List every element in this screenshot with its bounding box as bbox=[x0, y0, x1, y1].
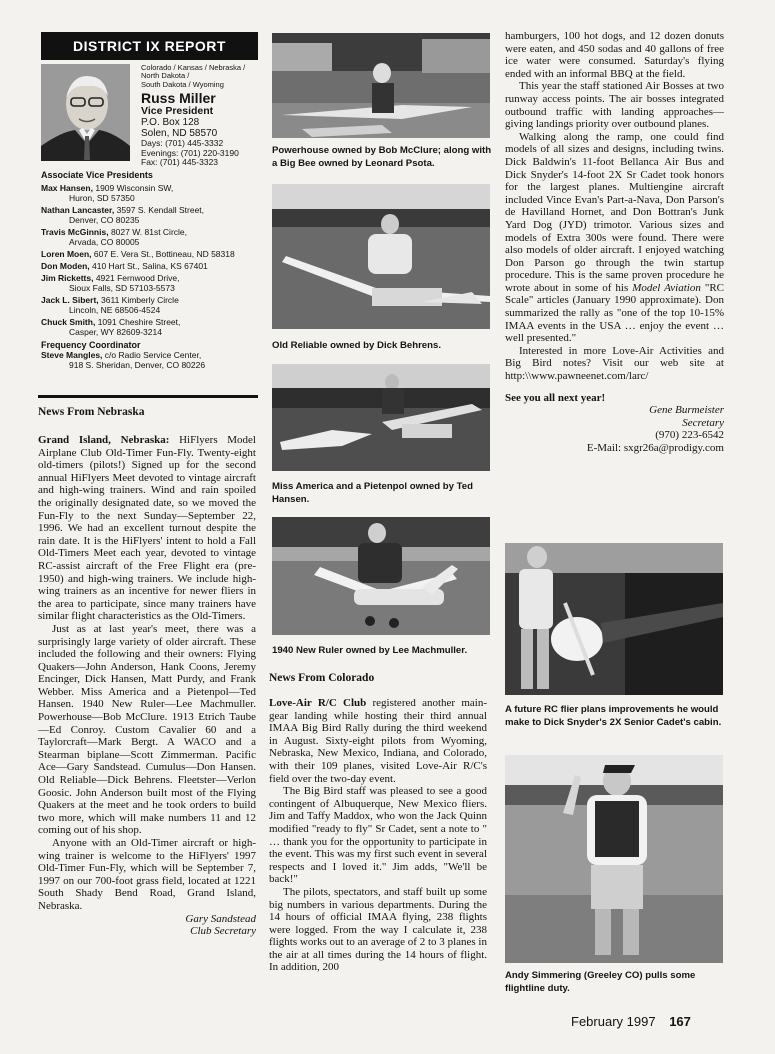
avp-entry bbox=[41, 295, 259, 315]
nebraska-sig-name: Gary Sandstead bbox=[185, 912, 256, 925]
colorado-heading: News From Colorado bbox=[269, 672, 375, 684]
colorado-sig-name: Gene Burmeister bbox=[649, 404, 724, 417]
nebraska-heading: News From Nebraska bbox=[38, 406, 145, 418]
avp-line1: 410 Hart St., Salina, KS 67401 bbox=[92, 261, 208, 271]
photo-miss-america bbox=[272, 364, 490, 471]
caption-future-flier: A future RC flier plans improvements he would make to Dick Snyder's 2X Senior Cadet's cabin. bbox=[505, 704, 722, 728]
avp-entry bbox=[41, 227, 259, 247]
nebraska-para-2: Just as at last year's meet, there was a surprisingly large variety of older aircraft. These included the following and their owners: Flying Quakers—John Anderson, Hank Coons, Jeremy Encinger, Dick Hansen, Matt Purdy, and Frank Webber. Miss America and a Pietenpol—Ted Hansen. 1940 New Ruler—Lee Machmuller. Powerhouse—Bob McClure. 1913 Etrich Taube—Ed Conroy. Custom Cavalier 60 and a Taylorcraft—Mark Bergt. A WACO and a Stearman biplane—Scott Zimmerman. Pacific Ace—Gary Sandstead. Cumulus—Don Hansen. Old Reliable—Dick Behrens. Fleetster—Verlon Goosic. John Anderson built most of the Flying Quakers at the meet and he took orders to build two more, which will make numbers 11 and 12 coming out of his shop. bbox=[38, 622, 256, 837]
caption-powerhouse: Powerhouse owned by Bob McClure; along with a Big Bee owned by Leonard Psota. bbox=[272, 145, 492, 169]
nebraska-para-3: Anyone with an Old-Timer aircraft or high-wing trainer is welcome to the HiFlyers' 1997 Old-Timer Fun-Fly, which will be September 7, 1997 on our 700-foot grass field, located at 1221 South Shady Bend Road, Grand Island, Nebraska. bbox=[38, 837, 256, 912]
avp-name: Don Moden, bbox=[41, 261, 90, 271]
states-line-3: South Dakota / Wyoming bbox=[141, 79, 224, 89]
colorado-text-5b: "RC Scale" articles (January 1990 approximate). Don summarized the rally as "one of the top 10-15% IMAA events in the USA … enjoy the event … well presented." bbox=[505, 281, 724, 345]
caption-miss-america: Miss America and a Pietenpol owned by Ted Hansen. bbox=[272, 481, 473, 505]
avp-line2: Casper, WY 82609-3214 bbox=[69, 327, 162, 337]
closing-line: See you all next year! bbox=[505, 391, 606, 404]
caption-old-reliable: Old Reliable owned by Dick Behrens. bbox=[272, 340, 442, 351]
avp-entry bbox=[41, 249, 259, 259]
model-aviation-title: Model Aviation bbox=[632, 281, 701, 294]
avp-name: Max Hansen, bbox=[41, 183, 93, 193]
vp-name: Russ Miller bbox=[141, 90, 216, 107]
colorado-article-part-2 bbox=[505, 30, 724, 455]
avp-name: Loren Moen, bbox=[41, 249, 92, 259]
avp-heading: Associate Vice Presidents bbox=[41, 170, 153, 180]
colorado-para-6: Interested in more Love-Air Activities and Big Bird notes? Visit our web site at http:\\www.pawneenet.com/larc/ bbox=[505, 344, 724, 383]
freq-heading: Frequency Coordinator bbox=[41, 340, 141, 350]
avp-line1: 3597 S. Kendall Street, bbox=[116, 205, 205, 215]
avp-entry bbox=[41, 317, 259, 337]
powerhouse-illustration bbox=[272, 33, 490, 138]
colorado-para-2: The Big Bird staff was pleased to see a good contingent of Albuquerque, New Mexico fliers. Jim and Taffy Maddox, who won the Jack Quinn modified "ready to fly" Sr Cadet, sent a note to " … thank you for the opportunity to participate in the event. This was my first such event in several respects and I loved it." Jim adds, "We'll be back!" bbox=[269, 785, 487, 886]
avp-entry bbox=[41, 183, 259, 203]
avp-entry bbox=[41, 261, 259, 271]
vp-portrait bbox=[41, 64, 130, 161]
vp-phone-days: Days: (701) 445-3332 bbox=[141, 138, 224, 149]
colorado-para-4: This year the staff stationed Air Bosses at two runway access points. The air bosses integrated outbound traffic with landing approaches—giving landings priority over outbound planes. bbox=[505, 80, 724, 131]
new-ruler-illustration bbox=[272, 517, 490, 635]
colorado-text-5a: Walking along the ramp, one could find models of all sizes and designs, including twins. Dick Baldwin's 11-foot Bellanca Air Bus and Dick Snyder's 14-foot 2X Sr Cadet took honors for the largest planes. Multiengine aircraft included Vince Evan's Part-a-Nava, Don Parson's de Havilland Hornet, and Don Bottran's Junk Yard Dog (JYD) trimotor. Various sizes and models of Extra 300s were found. There were also models of older aircraft. I enjoyed watching Don Parson go through the twin startup procedure. This is the same proven procedure he wrote about in some of his bbox=[505, 130, 724, 294]
photo-powerhouse bbox=[272, 33, 490, 138]
avp-list bbox=[41, 170, 259, 372]
vp-phone-evenings: Evenings: (701) 220-3190 bbox=[141, 147, 239, 158]
vp-address-1: P.O. Box 128 bbox=[141, 117, 200, 129]
page-footer bbox=[571, 1014, 691, 1029]
freq-line2: 918 S. Sheridan, Denver, CO 80226 bbox=[69, 360, 206, 370]
avp-name: Jim Ricketts, bbox=[41, 273, 94, 283]
avp-name: Chuck Smith, bbox=[41, 317, 96, 327]
nebraska-sig-title: Club Secretary bbox=[190, 925, 256, 938]
avp-line2: Lincoln, NE 68506-4524 bbox=[69, 305, 161, 315]
colorado-para-1 bbox=[269, 697, 487, 785]
vp-title: Vice President bbox=[141, 105, 214, 118]
photo-old-reliable bbox=[272, 184, 490, 329]
issue-date: February 1997 bbox=[571, 1014, 656, 1029]
avp-line1: 4921 Fernwood Drive, bbox=[95, 273, 180, 283]
colorado-lead: Love-Air R/C Club bbox=[269, 697, 367, 709]
freq-entry bbox=[41, 350, 259, 370]
freq-line1: c/o Radio Service Center, bbox=[104, 350, 202, 360]
avp-name: Travis McGinnis, bbox=[41, 227, 109, 237]
avp-line2: Huron, SD 57350 bbox=[69, 193, 135, 203]
avp-name: Jack L. Sibert, bbox=[41, 295, 99, 305]
district-banner: DISTRICT IX REPORT bbox=[41, 32, 258, 60]
colorado-para-3: The pilots, spectators, and staff built up some big numbers in various departments. During the 14 hours of official IMAA flying, 238 flights were logged. From the way I calculate it, 238 flights works out to an average of 2 to 3 planes in the air at all times during the 14 hours of flight. In addition, 200 bbox=[269, 885, 487, 974]
states-line-2: North Dakota / bbox=[141, 71, 190, 81]
vp-phone-fax: Fax: (701) 445-3323 bbox=[141, 157, 219, 168]
avp-entry bbox=[41, 273, 259, 293]
avp-line2: Sioux Falls, SD 57103-5573 bbox=[69, 283, 175, 293]
states-line-1: Colorado / Kansas / Nebraska / bbox=[141, 63, 246, 72]
colorado-article-part-1 bbox=[269, 697, 487, 974]
portrait-illustration bbox=[41, 64, 130, 161]
colorado-para-5 bbox=[505, 131, 724, 345]
avp-line1: 1909 Wisconsin SW, bbox=[95, 183, 174, 193]
vp-contact bbox=[141, 64, 259, 168]
colorado-sig-email: E-Mail: sxgr26a@prodigy.com bbox=[586, 442, 724, 454]
miss-america-illustration bbox=[272, 364, 490, 471]
future-flier-illustration bbox=[505, 543, 723, 695]
vp-address-2: Solen, ND 58570 bbox=[141, 128, 218, 140]
avp-name: Nathan Lancaster, bbox=[41, 205, 115, 215]
colorado-sig-title: Secretary bbox=[682, 416, 724, 429]
caption-new-ruler: 1940 New Ruler owned by Lee Machmuller. bbox=[272, 645, 468, 656]
photo-new-ruler bbox=[272, 517, 490, 635]
avp-line2: Denver, CO 80235 bbox=[69, 215, 140, 225]
section-rule bbox=[38, 395, 258, 398]
nebraska-para-1 bbox=[38, 434, 256, 623]
avp-line2: Arvada, CO 80005 bbox=[69, 237, 140, 247]
photo-andy-simmering bbox=[505, 755, 723, 963]
andy-simmering-illustration bbox=[505, 755, 723, 963]
nebraska-text-1: HiFlyers Model Airplane Club Old-Timer Fun-Fly. Twenty-eight old-timers (pilots!) Signed up for the second annual HiFlyers Meet devoted to vintage aircraft and high-wing trainers. Wind and rain spoiled the originally designated date, so we moved the Fun-Fly to the next Sunday—September 22, 1996. We had an excellent turnout despite the rain date. It is the HiFlyers' intent to hold a Fall Old-Timers Meet each year, devoted to vintage RC-assist aircraft of the Free Flight era (pre-1950) and high-wing trainers. We include high-wing trainers as an incentive for newer fliers in the area to participate, since many trainers have similar flight characteristics as the Old-Timers. bbox=[38, 434, 256, 623]
avp-line1: 607 E. Vera St., Bottineau, ND 58318 bbox=[93, 249, 235, 259]
freq-name: Steve Mangles, bbox=[41, 350, 103, 360]
avp-line1: 8027 W. 81st Circle, bbox=[110, 227, 187, 237]
caption-andy-simmering: Andy Simmering (Greeley CO) pulls some flightline duty. bbox=[505, 970, 696, 994]
colorado-sig-phone: (970) 223-6542 bbox=[655, 429, 724, 442]
old-reliable-illustration bbox=[272, 184, 490, 329]
nebraska-article bbox=[38, 434, 256, 938]
avp-entry bbox=[41, 205, 259, 225]
page-number: 167 bbox=[669, 1014, 691, 1029]
avp-line1: 3611 Kimberly Circle bbox=[101, 295, 179, 305]
nebraska-lead: Grand Island, Nebraska: bbox=[38, 434, 170, 446]
avp-line1: 1091 Cheshire Street, bbox=[97, 317, 181, 327]
photo-future-flier bbox=[505, 543, 723, 695]
colorado-para-3-cont: hamburgers, 100 hot dogs, and 12 dozen donuts were eaten, and 450 sodas and 40 gallons of free ice water were consumed. Saturday's flying ended with an informal BBQ at the field. bbox=[505, 30, 724, 80]
colorado-text-1: registered another main-gear landing while hosting their third annual IMAA Big Bird Rally during the third weekend in August. Sixty-eight pilots from Wyoming, Nebraska, New Mexico, Indiana, and Colorado, with their 109 planes, visited Love-Air R/C's field over the two-day event. bbox=[269, 697, 487, 785]
